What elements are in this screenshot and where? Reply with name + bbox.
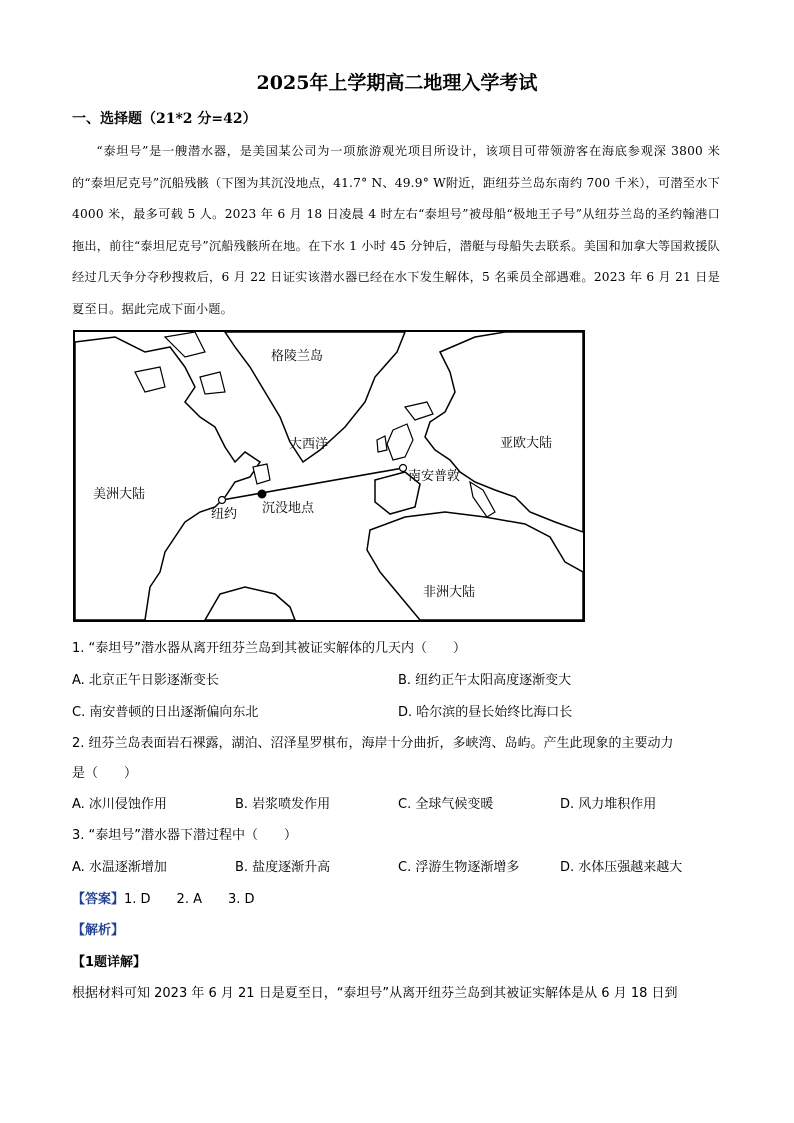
q1-option-b[interactable]: B. 纽约正午太阳高度逐渐变大: [398, 673, 572, 688]
label-greenland: 格陵兰岛: [271, 349, 324, 364]
british-isles-shape: [387, 424, 413, 460]
question-1-stem: 1. “泰坦号”潜水器从离开纽芬兰岛到其被证实解体的几天内（ ）: [72, 641, 467, 656]
q3-option-a[interactable]: A. 水温逐渐增加: [72, 860, 167, 875]
label-americas: 美洲大陆: [93, 487, 146, 502]
q3-option-c[interactable]: C. 浮游生物逐渐增多: [398, 860, 520, 875]
q1-option-a[interactable]: A. 北京正午日影逐渐变长: [72, 673, 219, 688]
sink-site-marker: [258, 490, 267, 499]
question-2-stem-cont: 是（ ）: [72, 766, 138, 781]
north-america-shape: [75, 337, 260, 620]
label-eurasia: 亚欧大陆: [500, 436, 553, 451]
newyork-marker: [219, 497, 226, 504]
label-newyork: 纽约: [211, 507, 238, 522]
q2-option-d[interactable]: D. 风力堆积作用: [560, 797, 657, 812]
eurasia-shape: [425, 332, 583, 532]
question-2-stem: 2. 纽芬兰岛表面岩石裸露，湖泊、沼泽星罗棋布，海岸十分曲折，多峡湾、岛屿。产生此现象的主要动力: [72, 736, 674, 751]
q1-option-c[interactable]: C. 南安普顿的日出逐渐偏向东北: [72, 705, 259, 720]
south-america-shape: [205, 587, 295, 620]
detail-heading-row: [72, 951, 146, 970]
newfoundland-shape: [253, 464, 270, 484]
exam-title: 2025年上学期高二地理入学考试: [256, 72, 538, 94]
africa-shape: [367, 512, 583, 620]
detail-text: 根据材料可知 2023 年 6 月 21 日是夏至日，“泰坦号”从离开纽芬兰岛到其被证实解体是从 6 月 18 日到: [72, 986, 678, 1001]
map-svg: [75, 332, 583, 620]
reading-passage: “泰坦号”是一艘潜水器，是美国某公司为一项旅游观光项目所设计，该项目可带领游客在海底参观深 3800 米的“泰坦尼克号”沉船残骸（下图为其沉没地点，41.7° N、49.9° W附近，距纽芬兰岛东南约 700 千米），可潜至水下 4000 米，最多可载 5 人。2023 年 6 月 18 日凌晨 4 时左右“泰坦号”被母船“极地王子号”从纽芬兰岛的圣约翰港口拖出，前往“泰坦尼克号”沉船残骸所在地。在下水 1 小时 45 分钟后，潜艇与母船失去联系。美国和加拿大等国救援队经过几天争分夺秒搜救后，6 月 22 日证实该潜水器已经在水下发生解体，5 名乘员全部遇难。2023 年 6 月 21 日是夏至日。据此完成下面小题。: [72, 144, 720, 316]
section-heading: 一、选择题（21*2 分=42）: [72, 111, 257, 127]
answer-values: 1. D 2. A 3. D: [124, 892, 255, 907]
label-sink-site: 沉没地点: [262, 501, 315, 516]
answer-label: 【答案】: [72, 892, 125, 907]
analysis-row: [72, 919, 124, 938]
southampton-marker: [400, 465, 407, 472]
q3-option-d[interactable]: D. 水体压强越来越大: [560, 860, 683, 875]
q3-option-b[interactable]: B. 盐度逐渐升高: [235, 860, 331, 875]
iceland-shape: [405, 402, 433, 420]
q2-option-a[interactable]: A. 冰川侵蚀作用: [72, 797, 167, 812]
world-map-figure: [73, 330, 585, 622]
label-southampton: 南安普敦: [408, 469, 461, 484]
label-africa: 非洲大陆: [423, 585, 476, 600]
question-3-stem: 3. “泰坦号”潜水器下潜过程中（ ）: [72, 828, 298, 843]
detail-label: 【1题详解】: [72, 955, 147, 970]
label-atlantic: 大西洋: [289, 437, 329, 452]
q2-option-b[interactable]: B. 岩浆喷发作用: [235, 797, 331, 812]
analysis-label: 【解析】: [72, 923, 125, 938]
q1-option-d[interactable]: D. 哈尔滨的昼长始终比海口长: [398, 705, 573, 720]
q2-option-c[interactable]: C. 全球气候变暖: [398, 797, 494, 812]
answer-row: [72, 888, 255, 907]
